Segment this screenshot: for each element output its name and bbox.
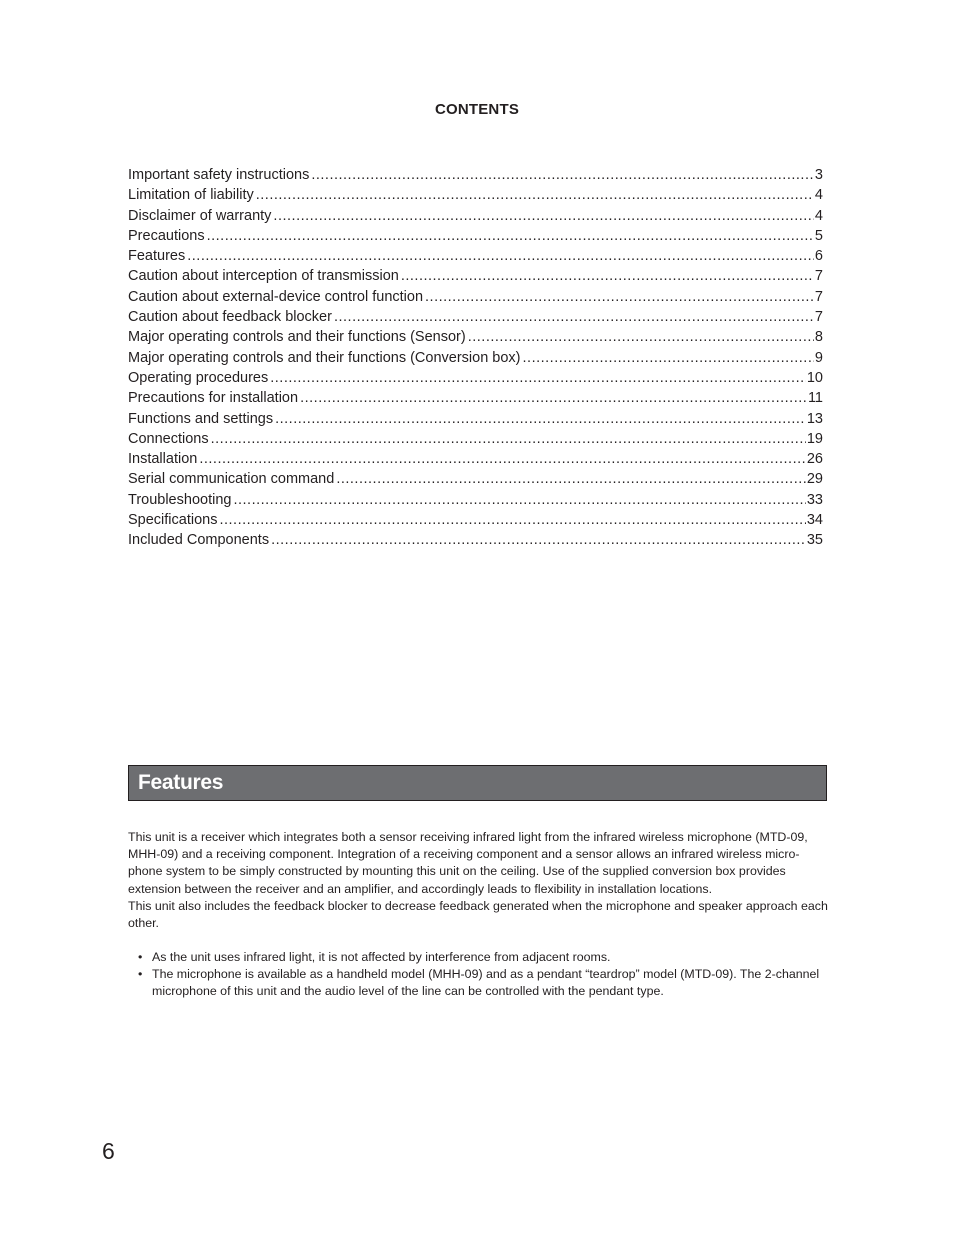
toc-entry-title: Functions and settings — [128, 410, 274, 427]
toc-entry-title: Precautions for installation — [128, 390, 299, 407]
toc-leader-dots — [300, 388, 807, 408]
toc-entry-page: 6 — [814, 248, 823, 265]
toc-entry-page: 34 — [806, 512, 823, 529]
toc-entry-title: Included Components — [128, 532, 270, 549]
toc-entry-title: Connections — [128, 430, 209, 447]
toc-leader-dots — [211, 429, 806, 449]
toc-leader-dots — [256, 185, 814, 205]
toc-leader-dots — [219, 510, 805, 530]
table-of-contents — [128, 165, 823, 551]
toc-entry-title: Features — [128, 248, 186, 265]
toc-entry-operating-procedures[interactable] — [128, 368, 823, 388]
toc-entry-included-components[interactable] — [128, 530, 823, 550]
toc-entry-connections[interactable] — [128, 429, 823, 449]
bullet-item — [138, 949, 828, 966]
bullet-item — [138, 966, 828, 1000]
toc-entry-caution-interception[interactable] — [128, 266, 823, 286]
toc-entry-page: 5 — [814, 227, 823, 244]
toc-entry-controls-conversion-box[interactable] — [128, 348, 823, 368]
toc-leader-dots — [311, 165, 814, 185]
toc-entry-page: 4 — [814, 187, 823, 204]
toc-entry-title: Precautions — [128, 227, 205, 244]
toc-entry-page: 19 — [806, 430, 823, 447]
toc-entry-page: 8 — [814, 329, 823, 346]
toc-leader-dots — [275, 409, 806, 429]
toc-entry-precautions[interactable] — [128, 226, 823, 246]
toc-leader-dots — [271, 530, 806, 550]
toc-leader-dots — [207, 226, 814, 246]
toc-entry-important-safety[interactable] — [128, 165, 823, 185]
toc-entry-title: Important safety instructions — [128, 167, 310, 183]
toc-entry-title: Major operating controls and their functions (Sensor) — [128, 329, 466, 346]
toc-leader-dots — [336, 469, 806, 489]
toc-leader-dots — [273, 206, 814, 226]
toc-entry-title: Operating procedures — [128, 369, 269, 386]
features-bullet-list — [138, 949, 828, 1001]
bullet-icon: • — [138, 950, 143, 964]
bullet-icon: • — [138, 967, 143, 982]
features-heading: Features — [138, 771, 224, 794]
toc-entry-installation[interactable] — [128, 449, 823, 469]
toc-entry-controls-sensor[interactable] — [128, 327, 823, 347]
toc-entry-title: Major operating controls and their functions (Conversion box) — [128, 349, 521, 366]
toc-entry-page: 13 — [806, 410, 823, 427]
toc-entry-page: 7 — [814, 288, 823, 305]
features-paragraph: This unit is a receiver which integrates both a sensor receiving infrared light from the infrared wireless microphone (MTD-09, MHH-09) and a receiving component. Integration of a receiving component and a sensor allows an infrared wireless micro-phone system to be simply constructed by mounting this unit on the ceiling. Use of the supplied conversion box provides extension between the receiver and an amplifier, and accordingly leads to flexibility in installation locations. — [128, 830, 808, 896]
toc-leader-dots — [401, 266, 814, 286]
toc-entry-page: 4 — [814, 207, 823, 224]
toc-entry-title: Troubleshooting — [128, 491, 232, 508]
toc-entry-title: Specifications — [128, 512, 218, 529]
toc-entry-precautions-installation[interactable] — [128, 388, 823, 408]
toc-entry-functions-settings[interactable] — [128, 409, 823, 429]
toc-leader-dots — [199, 449, 806, 469]
toc-entry-page: 11 — [807, 390, 823, 407]
toc-entry-page: 29 — [806, 471, 823, 488]
toc-entry-page: 7 — [814, 268, 823, 285]
toc-entry-title: Caution about feedback blocker — [128, 309, 332, 326]
features-section-header — [128, 765, 827, 801]
toc-entry-caution-feedback-blocker[interactable] — [128, 307, 823, 327]
toc-entry-page: 26 — [806, 451, 823, 468]
toc-entry-specifications[interactable] — [128, 510, 823, 530]
toc-leader-dots — [233, 490, 805, 510]
toc-entry-serial-communication[interactable] — [128, 469, 823, 489]
toc-entry-title: Disclaimer of warranty — [128, 207, 272, 224]
bullet-text: As the unit uses infrared light, it is not affected by interference from adjacent rooms. — [152, 950, 611, 964]
toc-entry-page: 10 — [806, 369, 823, 386]
bullet-text: The microphone is available as a handheld model (MHH-09) and as a pendant “teardrop” model (MTD-09). The 2-channel microphone of this unit and the audio level of the line can be controlled with the pendant type. — [152, 967, 820, 999]
toc-entry-disclaimer-warranty[interactable] — [128, 206, 823, 226]
toc-entry-title: Installation — [128, 451, 198, 468]
toc-entry-features[interactable] — [128, 246, 823, 266]
toc-leader-dots — [425, 287, 814, 307]
toc-entry-page: 9 — [814, 349, 823, 366]
contents-title: CONTENTS — [434, 101, 520, 118]
toc-entry-title: Serial communication command — [128, 471, 335, 488]
features-paragraph: This unit also includes the feedback blocker to decrease feedback generated when the microphone and speaker approach each other. — [128, 898, 828, 931]
toc-entry-title: Caution about interception of transmission — [128, 268, 399, 285]
toc-leader-dots — [468, 327, 814, 347]
toc-entry-page: 33 — [806, 491, 823, 508]
toc-leader-dots — [523, 348, 814, 368]
features-body — [128, 829, 830, 932]
toc-entry-page: 35 — [806, 532, 823, 549]
toc-entry-title: Limitation of liability — [128, 187, 254, 204]
toc-entry-page: 3 — [814, 167, 823, 183]
toc-entry-page: 7 — [814, 309, 823, 326]
toc-leader-dots — [187, 246, 814, 266]
toc-entry-limitation-liability[interactable] — [128, 185, 823, 205]
toc-leader-dots — [334, 307, 814, 327]
page-number: 6 — [102, 1138, 115, 1164]
toc-entry-troubleshooting[interactable] — [128, 490, 823, 510]
toc-entry-caution-external-device[interactable] — [128, 287, 823, 307]
toc-leader-dots — [270, 368, 806, 388]
toc-entry-title: Caution about external-device control function — [128, 288, 424, 305]
